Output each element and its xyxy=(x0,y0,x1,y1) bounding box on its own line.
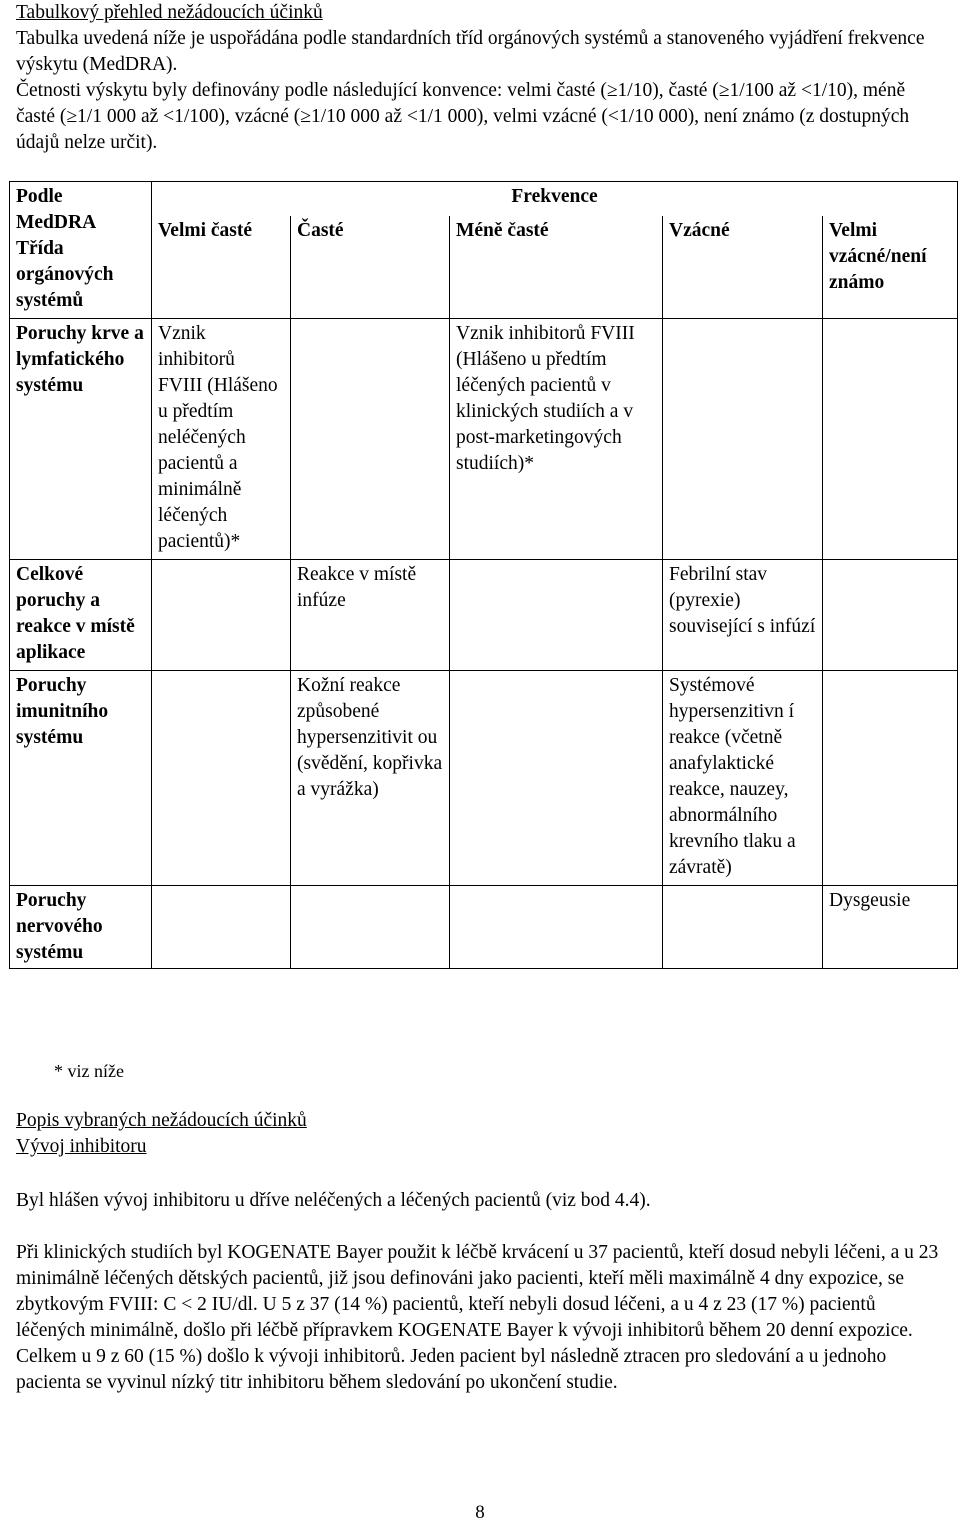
table-cell xyxy=(152,886,291,969)
intro-section xyxy=(16,0,946,156)
table-footnote-wrap xyxy=(16,1058,316,1084)
organ-class-cell: Poruchy imunitního systému xyxy=(10,671,152,886)
paragraph-text: Byl hlášen vývoj inhibitoru u dříve neléčených a léčených pacientů (viz bod 4.4). xyxy=(16,1190,651,1211)
organ-class-cell: Celkové poruchy a reakce v místě aplikace xyxy=(10,560,152,671)
paragraph-1 xyxy=(16,1188,946,1214)
table-row xyxy=(10,671,958,886)
table-cell xyxy=(450,886,663,969)
intro-line-2: Četnosti výskytu byly definovány podle následující konvence: velmi časté (≥1/10), časté (≥1/100 až <1/10), méně časté (≥1/1 000 až <1/100), vzácné (≥1/10 000 až <1/1 000), velmi vzácné (<1/10 000), není známo (z dostupných údajů nelze určit). xyxy=(16,80,910,153)
subsection-heading-inhibitor: Vývoj inhibitoru xyxy=(16,1136,147,1157)
table-cell: Reakce v místě infúze xyxy=(291,560,450,671)
table-cell: Kožní reakce způsobené hypersenzitivit ou (svědění, kopřivka a vyrážka) xyxy=(291,671,450,886)
table-cell xyxy=(823,560,958,671)
section-heading-description: Popis vybraných nežádoucích účinků xyxy=(16,1110,307,1131)
paragraph-text: Při klinických studiích byl KOGENATE Bayer použit k léčbě krvácení u 37 pacientů, kteří dosud nebyli léčeni, a u 23 minimálně léčených dětských pacientů, již jsou definováni jako pacienti, kteří měli maximálně 4 dny expozice, se zbytkovým FVIII: C < 2 IU/dl. U 5 z 37 (14 %) pacientů, kteří nebyli dosud léčeni, a u 4 z 23 (17 %) pacientů léčených minimálně, došlo při léčbě přípravkem KOGENATE Bayer k vývoji inhibitorů během 20 denní expozice. Celkem u 9 z 60 (15 %) došlo k vývoji inhibitorů. Jeden pacient byl následně ztracen pro sledování a u jednoho pacienta se vyvinul nízký titr inhibitoru během sledování po ukončení studie. xyxy=(16,1242,939,1393)
table-cell xyxy=(823,671,958,886)
header-rare: Vzácné xyxy=(663,216,823,318)
table-cell xyxy=(823,319,958,560)
table-row xyxy=(10,319,958,560)
table-cell: Systémové hypersenzitivn í reakce (včetně anafylaktické reakce, nauzey, abnormálního krevního tlaku a závratě) xyxy=(663,671,823,886)
adverse-effects-table xyxy=(9,181,958,969)
header-very-rare-unknown: Velmi vzácné/není známo xyxy=(823,216,958,318)
table-footnote: * viz níže xyxy=(54,1061,124,1081)
table-cell xyxy=(450,560,663,671)
table-cell xyxy=(291,886,450,969)
header-very-common: Velmi časté xyxy=(152,216,291,318)
table-cell: Dysgeusie xyxy=(823,886,958,969)
paragraph-2 xyxy=(16,1240,946,1396)
intro-line-1: Tabulka uvedená níže je uspořádána podle standardních tříd orgánových systémů a stanoveného vyjádření frekvence výskytu (MedDRA). xyxy=(16,28,925,75)
header-uncommon: Méně časté xyxy=(450,216,663,318)
table-row xyxy=(10,560,958,671)
table-cell: Vznik inhibitorů FVIII (Hlášeno u předtím neléčených pacientů a minimálně léčených pacientů)* xyxy=(152,319,291,560)
organ-class-cell xyxy=(10,886,152,969)
table-cell xyxy=(152,671,291,886)
table-header-row-1 xyxy=(10,182,958,217)
table-cell xyxy=(152,560,291,671)
table-cell xyxy=(663,886,823,969)
description-section xyxy=(16,1108,946,1160)
page-number: 8 xyxy=(475,1502,485,1523)
table-cell: Vznik inhibitorů FVIII (Hlášeno u předtím léčených pacientů v klinických studiích a v post-marketingových studiích)* xyxy=(450,319,663,560)
table-cell: Febrilní stav (pyrexie) související s infúzí xyxy=(663,560,823,671)
table-cell xyxy=(291,319,450,560)
organ-class-label: Poruchy nervového systému xyxy=(16,890,103,963)
section-heading-tabular-overview: Tabulkový přehled nežádoucích účinků xyxy=(16,2,323,23)
table-row xyxy=(10,886,958,969)
organ-class-cell: Poruchy krve a lymfatického systému xyxy=(10,319,152,560)
header-organ-class: Podle MedDRA Třída orgánových systémů xyxy=(10,182,152,319)
table-cell xyxy=(450,671,663,886)
header-common: Časté xyxy=(291,216,450,318)
table-cell xyxy=(663,319,823,560)
header-frequency: Frekvence xyxy=(152,182,958,217)
table-header-row-2 xyxy=(10,216,958,318)
